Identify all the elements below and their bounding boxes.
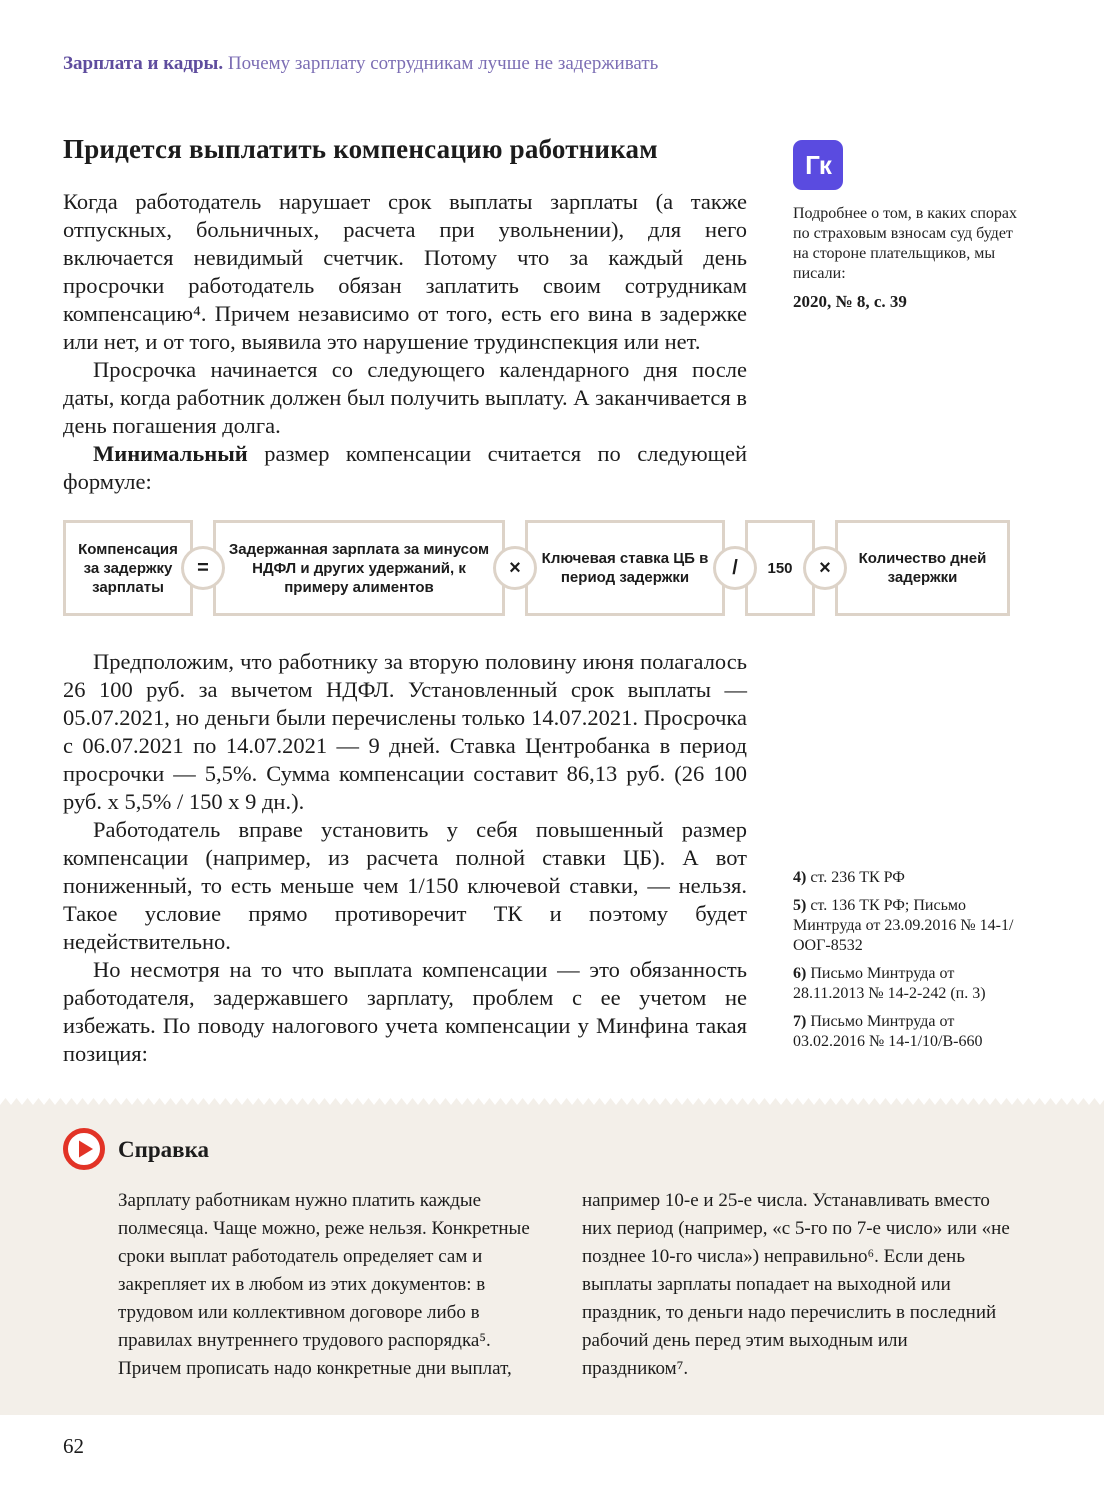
footnote: 6) Письмо Минтруда от 28.11.2013 № 14-2-242 (п. 3) bbox=[793, 965, 986, 1002]
formula-term-compensation: Компенсация за задержку зарплаты bbox=[63, 520, 193, 616]
paragraph: Минимальный размер компенсации считается по следующей формуле: bbox=[63, 441, 747, 494]
spravka-heading: Справка bbox=[118, 1137, 209, 1162]
cross-reference-issue: 2020, № 8, с. 39 bbox=[793, 292, 907, 311]
footnotes-block bbox=[793, 868, 1021, 1060]
cross-reference-block bbox=[793, 140, 1021, 312]
paragraph: Предположим, что работнику за вторую половину июня полагалось 26 100 руб. за вычетом НДФЛ. Установленный срок выплаты — 05.07.2021, но деньги были перечислены только 14.07.2021. Просрочка с 06.07.2021 по 14.07.2021 — 9 дней. Ставка Центробанка в период просрочки — 5,5%. Сумма компенсации составит 86,13 руб. (26 100 руб. х 5,5% / 150 х 9 дн.). bbox=[63, 649, 747, 814]
paragraph: Но несмотря на то что выплата компенсации — это обязанность работодателя, задержавшего зарплату, проблем с ее учетом не избежать. По поводу налогового учета компенсации у Минфина такая позиция: bbox=[63, 957, 747, 1066]
runner-section-label: Зарплата и кадры. bbox=[63, 53, 224, 74]
equals-operator: = bbox=[181, 546, 225, 590]
formula-term-150: 150 bbox=[745, 520, 815, 616]
divide-operator: / bbox=[713, 546, 757, 590]
article-body-top bbox=[63, 188, 747, 496]
article-title: Придется выплатить компенсацию работникам bbox=[63, 134, 658, 164]
paragraph: Работодатель вправе установить у себя повышенный размер компенсации (например, из расчета полной ставки ЦБ). А вот пониженный, то есть меньше чем 1/150 ключевой ставки, — нельзя. Такое условие прямо противоречит ТК и поэтому будет недействительно. bbox=[63, 817, 747, 954]
sawtooth-edge bbox=[0, 1098, 1104, 1105]
footnote: 7) Письмо Минтруда от 03.02.2016 № 14-1/10/В-660 bbox=[793, 1013, 983, 1050]
cross-reference-note: Подробнее о том, в каких спорах по страховым взносам суд будет на стороне плательщиков, мы писали: bbox=[793, 205, 1018, 282]
play-badge-icon bbox=[62, 1127, 106, 1171]
page-number: 62 bbox=[63, 1434, 84, 1458]
formula-term-delayed-salary: Задержанная зарплата за минусом НДФЛ и других удержаний, к примеру алиментов bbox=[213, 520, 505, 616]
runner-article-label: Почему зарплату сотрудникам лучше не задерживать bbox=[223, 53, 659, 74]
spravka-left-column: Зарплату работникам нужно платить каждые полмесяца. Чаще можно, реже нельзя. Конкретные сроки выплат работодатель определяет сам и закрепляет их в любом из этих документов: в трудовом или коллективном договоре либо в правилах внутреннего трудового распорядка⁵. Причем прописать надо конкретные дни выплат, bbox=[118, 1190, 530, 1379]
footnote: 5) ст. 136 ТК РФ; Письмо Минтруда от 23.09.2016 № 14-1/ООГ-8532 bbox=[793, 897, 1014, 954]
glavkniga-logo: Гк bbox=[793, 140, 843, 190]
paragraph: Когда работодатель нарушает срок выплаты зарплаты (а также отпускных, больничных, расчета при увольнении), для него включается невидимый счетчик. Потому что за каждый день просрочки работодатель обязан заплатить своим сотрудникам компенсацию⁴. Причем независимо от того, есть его вина в задержке или нет, и от того, выявила это нарушение трудинспекция или нет. bbox=[63, 189, 747, 354]
spravka-section bbox=[0, 1105, 1104, 1415]
spravka-columns bbox=[118, 1187, 1018, 1383]
paragraph: Просрочка начинается со следующего календарного дня после даты, когда работник должен был получить выплату. А заканчивается в день погашения долга. bbox=[63, 357, 747, 438]
formula-term-key-rate: Ключевая ставка ЦБ в период задержки bbox=[525, 520, 725, 616]
multiply-operator: × bbox=[493, 546, 537, 590]
footnote: 4) ст. 236 ТК РФ bbox=[793, 869, 905, 886]
multiply-operator: × bbox=[803, 546, 847, 590]
formula-term-days: Количество дней задержки bbox=[835, 520, 1010, 616]
spravka-right-column: например 10-е и 25-е числа. Устанавливать вместо них период (например, «с 5-го по 7-е число» или «не позднее 10-го числа») неправильно⁶. Если день выплаты зарплаты попадает на выходной или праздник, то деньги надо перечислить в последний рабочий день перед этим выходным или праздником⁷. bbox=[582, 1190, 1010, 1379]
page-runner bbox=[63, 53, 658, 75]
compensation-formula bbox=[63, 520, 1012, 616]
bold-lead-word: Минимальный bbox=[93, 441, 248, 466]
article-body-bottom bbox=[63, 648, 747, 1068]
